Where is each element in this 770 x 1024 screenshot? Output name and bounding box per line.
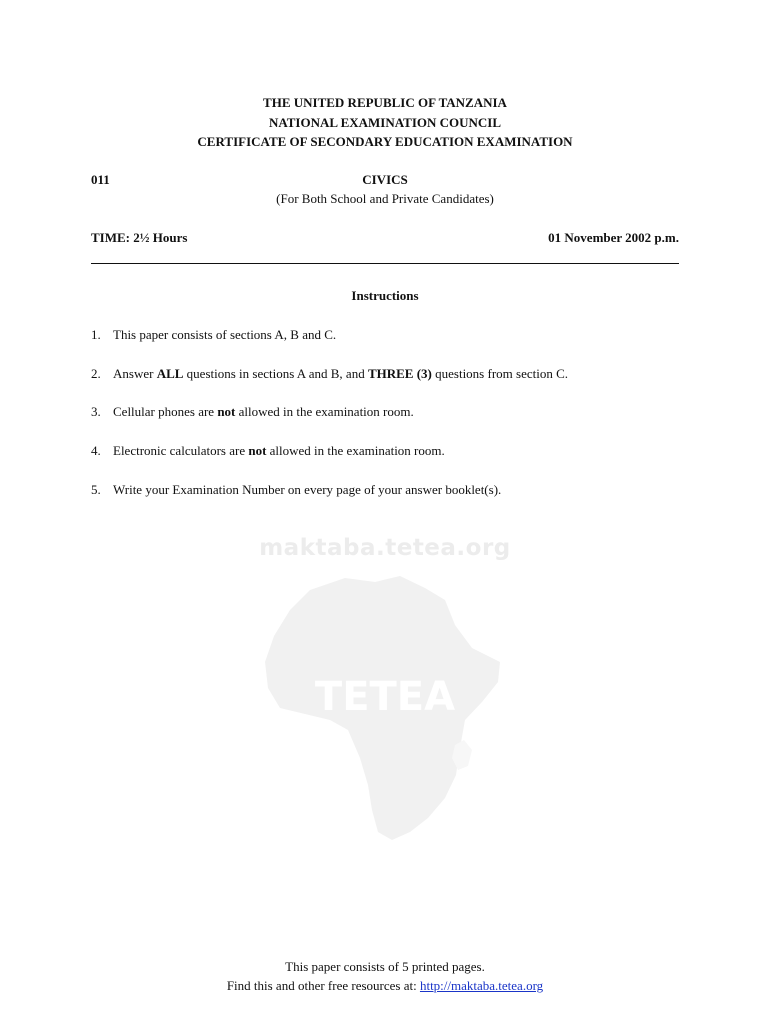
footer-resources-line: Find this and other free resources at: http://maktaba.tetea.org bbox=[226, 978, 544, 993]
divider-rule bbox=[91, 263, 679, 264]
instruction-text: Electronic calculators are not allowed in the examination room. bbox=[113, 443, 445, 458]
page-footer bbox=[0, 957, 770, 995]
instruction-number: 3. bbox=[91, 404, 101, 419]
watermark-site-text: maktaba.tetea.org bbox=[259, 535, 511, 561]
exam-date: 01 November 2002 p.m. bbox=[548, 230, 679, 245]
instruction-number: 1. bbox=[91, 327, 101, 342]
exam-header bbox=[0, 93, 770, 152]
subject-code: 011 bbox=[91, 172, 110, 187]
header-certificate: CERTIFICATE OF SECONDARY EDUCATION EXAMINATION bbox=[197, 134, 573, 149]
instruction-text: Write your Examination Number on every page of your answer booklet(s). bbox=[113, 482, 502, 497]
africa-map-icon bbox=[250, 570, 520, 850]
header-council: NATIONAL EXAMINATION COUNCIL bbox=[268, 114, 502, 130]
instruction-text: Answer ALL questions in sections A and B, and THREE (3) questions from section C. bbox=[113, 366, 569, 381]
header-country: THE UNITED REPUBLIC OF TANZANIA bbox=[263, 95, 507, 110]
instruction-text: This paper consists of sections A, B and C. bbox=[113, 327, 337, 342]
tetea-watermark bbox=[250, 535, 520, 850]
subject-title: CIVICS bbox=[362, 172, 408, 187]
instruction-number: 4. bbox=[91, 443, 101, 458]
instructions-title: Instructions bbox=[351, 288, 419, 303]
resources-link[interactable]: http://maktaba.tetea.org bbox=[419, 978, 544, 993]
footer-pages-note: This paper consists of 5 printed pages. bbox=[285, 959, 485, 974]
instruction-number: 2. bbox=[91, 366, 101, 381]
instruction-number: 5. bbox=[91, 482, 101, 497]
watermark-brand-text: TETEA bbox=[314, 674, 456, 720]
instruction-text: Cellular phones are not allowed in the examination room. bbox=[113, 404, 414, 419]
exam-time: TIME: 2½ Hours bbox=[91, 230, 188, 245]
candidates-note: (For Both School and Private Candidates) bbox=[276, 191, 494, 206]
